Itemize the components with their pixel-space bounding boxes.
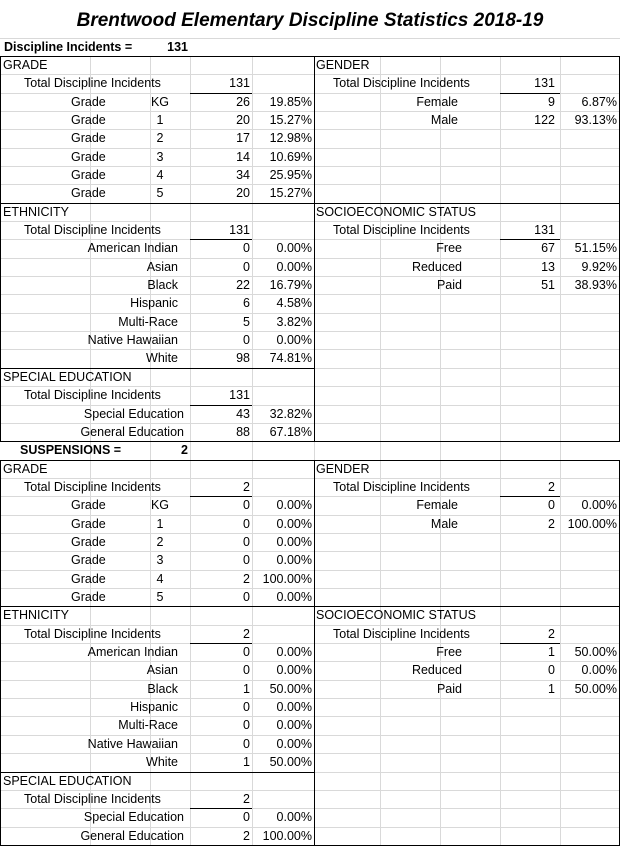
socioeconomic-row-percent: 9.92% (581, 259, 617, 274)
socioeconomic-heading: SOCIOECONOMIC STATUS (316, 204, 476, 219)
gridline-horizontal (0, 294, 620, 295)
special-education-row-label: General Education (80, 828, 184, 843)
special-education-total: 131 (229, 388, 250, 403)
ethnicity-row-percent: 74.81% (269, 351, 312, 366)
ethnicity-row-count: 6 (243, 296, 250, 311)
gridline-horizontal (0, 625, 620, 626)
ethnicity-row-count: 1 (243, 755, 250, 770)
gridline-horizontal (0, 716, 620, 717)
ethnicity-row-percent: 0.00% (276, 736, 312, 751)
socioeconomic-row-percent: 51.15% (574, 241, 617, 256)
page-title: Brentwood Elementary Discipline Statistics 2018-19 (76, 10, 544, 31)
special-education-row-label: Special Education (83, 810, 184, 825)
grade-row-percent: 15.27% (269, 186, 312, 201)
gridline-vertical (190, 56, 191, 845)
grade-row-percent: 0.00% (276, 553, 312, 568)
total-underline (500, 643, 560, 644)
section-border (0, 460, 620, 461)
ethnicity-row-count: 0 (243, 645, 250, 660)
gridline-horizontal (0, 331, 620, 332)
ethnicity-row-percent: 4.58% (276, 296, 312, 311)
grade-row-count: 20 (236, 186, 250, 201)
ethnicity-row-count: 5 (243, 314, 250, 329)
grade-row-label: Grade (71, 553, 106, 568)
section-border (0, 460, 1, 845)
grade-row-percent: 15.27% (269, 112, 312, 127)
gridline-horizontal (0, 551, 620, 552)
special-education-row-count: 43 (236, 406, 250, 421)
section-border (0, 441, 620, 442)
total-underline (190, 239, 252, 240)
grade-row-label: Grade (71, 167, 106, 182)
special-education-row-count: 0 (243, 810, 250, 825)
ethnicity-row-percent: 0.00% (276, 241, 312, 256)
grade-row-level: 1 (156, 112, 164, 127)
gridline-horizontal (0, 221, 620, 222)
ethnicity-row-count: 1 (243, 681, 250, 696)
socioeconomic-total: 131 (534, 223, 555, 237)
socioeconomic-total: 2 (548, 626, 555, 641)
gender-total: 2 (548, 479, 555, 494)
grade-row-count: 17 (236, 131, 250, 146)
ethnicity-row-percent: 3.82% (276, 314, 312, 329)
gridline-horizontal (0, 680, 620, 681)
grade-row-percent: 0.00% (276, 590, 312, 604)
section-border (0, 606, 620, 607)
grade-row-level: 4 (156, 571, 164, 586)
gender-row-count: 2 (548, 516, 555, 531)
total-underline (500, 239, 560, 240)
grade-row-count: 0 (243, 498, 250, 513)
gridline-horizontal (0, 74, 620, 75)
grade-row-percent: 100.00% (262, 571, 312, 586)
grade-row-level: 2 (156, 131, 164, 146)
grade-row-label: Grade (71, 590, 106, 604)
gender-total-label: Total Discipline Incidents (333, 76, 470, 91)
special-education-heading: SPECIAL EDUCATION (3, 773, 132, 788)
gridline-horizontal (0, 661, 620, 662)
gridline-horizontal (0, 588, 620, 589)
grade-row-label: Grade (71, 498, 106, 513)
ethnicity-row-label: Black (147, 278, 178, 293)
total-underline (190, 405, 252, 406)
gridline-horizontal (0, 533, 620, 534)
gridline-horizontal (0, 515, 620, 516)
total-underline (190, 643, 252, 644)
ethnicity-row-label: White (146, 755, 178, 770)
socioeconomic-row-percent: 50.00% (574, 681, 617, 696)
grade-row-count: 0 (243, 590, 250, 604)
ethnicity-row-label: Native Hawaiian (87, 333, 178, 348)
grade-row-label: Grade (71, 149, 106, 164)
gender-row-percent: 6.87% (581, 94, 617, 109)
special-education-total-label: Total Discipline Incidents (24, 791, 161, 806)
grade-row-percent: 0.00% (276, 498, 312, 513)
section-border (314, 56, 315, 441)
gridline-horizontal (0, 148, 620, 149)
gridline-horizontal (0, 735, 620, 736)
gender-row-percent: 0.00% (581, 498, 617, 513)
ethnicity-total: 2 (243, 626, 250, 641)
gender-row-count: 0 (548, 498, 555, 513)
grade-row-count: 2 (243, 571, 250, 586)
gridline-vertical (380, 56, 381, 845)
grade-row-level: KG (150, 498, 170, 513)
grade-row-level: 3 (156, 149, 164, 164)
section-border (314, 460, 315, 845)
section-border (0, 203, 620, 204)
ethnicity-row-count: 0 (243, 718, 250, 733)
special-education-row-percent: 67.18% (269, 424, 312, 439)
ethnicity-row-label: Asian (146, 259, 178, 274)
grade-row-label: Grade (71, 112, 106, 127)
gridline-horizontal (0, 405, 620, 406)
grade-row-count: 20 (236, 112, 250, 127)
section-border (0, 56, 1, 441)
socioeconomic-row-label: Paid (436, 681, 462, 696)
total-underline (190, 496, 252, 497)
ethnicity-row-percent: 0.00% (276, 663, 312, 678)
grade-row-percent: 0.00% (276, 516, 312, 531)
section-header-value: 2 (181, 443, 188, 458)
grade-row-percent: 0.00% (276, 534, 312, 549)
gridline-vertical (560, 56, 561, 845)
ethnicity-row-count: 0 (243, 700, 250, 715)
section-border (0, 368, 314, 369)
gridline-horizontal (0, 38, 620, 39)
socioeconomic-row-count: 1 (548, 645, 555, 660)
grade-row-count: 26 (236, 94, 250, 109)
grade-row-percent: 10.69% (269, 149, 312, 164)
section-border (0, 772, 314, 773)
ethnicity-row-percent: 0.00% (276, 718, 312, 733)
socioeconomic-row-label: Reduced (411, 259, 462, 274)
gender-row-label: Female (416, 94, 458, 109)
gender-row-label: Female (416, 498, 458, 513)
ethnicity-total: 131 (229, 223, 250, 237)
gender-heading: GENDER (316, 57, 370, 72)
gender-total-label: Total Discipline Incidents (333, 479, 470, 494)
ethnicity-row-percent: 0.00% (276, 259, 312, 274)
ethnicity-row-count: 22 (236, 278, 250, 293)
ethnicity-row-count: 98 (236, 351, 250, 366)
gridline-horizontal (0, 827, 620, 828)
grade-row-level: 5 (156, 590, 164, 604)
gridline-horizontal (0, 276, 620, 277)
ethnicity-row-percent: 0.00% (276, 645, 312, 660)
grade-row-level: 4 (156, 167, 164, 182)
grade-row-count: 34 (236, 167, 250, 182)
special-education-row-percent: 32.82% (269, 406, 312, 421)
ethnicity-row-label: Black (147, 681, 178, 696)
ethnicity-row-count: 0 (243, 663, 250, 678)
grade-total: 131 (229, 76, 250, 91)
ethnicity-row-percent: 16.79% (269, 278, 312, 293)
ethnicity-row-count: 0 (243, 333, 250, 348)
ethnicity-row-label: Native Hawaiian (87, 736, 178, 751)
ethnicity-row-percent: 50.00% (269, 681, 312, 696)
grade-row-percent: 19.85% (269, 94, 312, 109)
socioeconomic-row-percent: 38.93% (574, 278, 617, 293)
special-education-row-count: 2 (243, 828, 250, 843)
socioeconomic-total-label: Total Discipline Incidents (333, 223, 470, 237)
socioeconomic-row-count: 13 (541, 259, 555, 274)
gridline-horizontal (0, 698, 620, 699)
gender-row-percent: 93.13% (574, 112, 617, 127)
grade-row-label: Grade (71, 131, 106, 146)
gender-row-count: 9 (548, 94, 555, 109)
socioeconomic-row-percent: 0.00% (581, 663, 617, 678)
ethnicity-total-label: Total Discipline Incidents (24, 223, 161, 237)
gender-row-percent: 100.00% (567, 516, 617, 531)
grade-row-label: Grade (71, 534, 106, 549)
grade-row-percent: 12.98% (269, 131, 312, 146)
grade-heading: GRADE (3, 57, 48, 72)
gridline-horizontal (0, 570, 620, 571)
gridline-horizontal (0, 349, 620, 350)
socioeconomic-total-label: Total Discipline Incidents (333, 626, 470, 641)
gridline-horizontal (0, 184, 620, 185)
ethnicity-row-label: Multi-Race (118, 718, 178, 733)
special-education-heading: SPECIAL EDUCATION (3, 369, 132, 384)
socioeconomic-row-count: 67 (541, 241, 555, 256)
grade-row-count: 0 (243, 534, 250, 549)
total-underline (190, 808, 252, 809)
grade-heading: GRADE (3, 461, 48, 476)
ethnicity-row-count: 0 (243, 259, 250, 274)
grade-row-level: 2 (156, 534, 164, 549)
gridline-horizontal (0, 478, 620, 479)
grade-row-count: 0 (243, 553, 250, 568)
ethnicity-row-label: Hispanic (130, 296, 178, 311)
special-education-row-count: 88 (236, 424, 250, 439)
gridline-horizontal (0, 808, 620, 809)
section-header-value: 131 (167, 39, 188, 54)
grade-total-label: Total Discipline Incidents (24, 479, 161, 494)
grade-row-level: 1 (156, 516, 164, 531)
socioeconomic-heading: SOCIOECONOMIC STATUS (316, 608, 476, 623)
ethnicity-row-label: Hispanic (130, 700, 178, 715)
ethnicity-row-percent: 0.00% (276, 700, 312, 715)
gridline-horizontal (0, 753, 620, 754)
special-education-row-label: General Education (80, 424, 184, 439)
ethnicity-row-count: 0 (243, 241, 250, 256)
gender-heading: GENDER (316, 461, 370, 476)
socioeconomic-row-count: 51 (541, 278, 555, 293)
socioeconomic-row-count: 1 (548, 681, 555, 696)
grade-total-label: Total Discipline Incidents (24, 76, 161, 91)
total-underline (500, 496, 560, 497)
special-education-total: 2 (243, 791, 250, 806)
gridline-horizontal (0, 166, 620, 167)
total-underline (500, 93, 560, 94)
gridline-horizontal (0, 111, 620, 112)
grade-total: 2 (243, 479, 250, 494)
grade-row-level: 3 (156, 553, 164, 568)
grade-row-label: Grade (71, 516, 106, 531)
ethnicity-row-count: 0 (243, 736, 250, 751)
socioeconomic-row-label: Reduced (411, 663, 462, 678)
section-border (0, 845, 620, 846)
gender-row-count: 122 (534, 112, 555, 127)
gridline-horizontal (0, 423, 620, 424)
socioeconomic-row-label: Free (436, 241, 462, 256)
ethnicity-row-percent: 0.00% (276, 333, 312, 348)
socioeconomic-row-label: Free (436, 645, 462, 660)
special-education-row-percent: 100.00% (262, 828, 312, 843)
socioeconomic-row-count: 0 (548, 663, 555, 678)
ethnicity-row-percent: 50.00% (269, 755, 312, 770)
ethnicity-row-label: Multi-Race (118, 314, 178, 329)
gender-row-label: Male (430, 516, 458, 531)
gridline-horizontal (0, 129, 620, 130)
gridline-horizontal (0, 790, 620, 791)
grade-row-count: 0 (243, 516, 250, 531)
section-header-label: Discipline Incidents = (4, 39, 133, 54)
ethnicity-total-label: Total Discipline Incidents (24, 626, 161, 641)
ethnicity-row-label: American Indian (87, 645, 178, 660)
gridline-horizontal (0, 313, 620, 314)
grade-row-label: Grade (71, 571, 106, 586)
socioeconomic-row-label: Paid (436, 278, 462, 293)
grade-row-count: 14 (236, 149, 250, 164)
socioeconomic-row-percent: 50.00% (574, 645, 617, 660)
grade-row-label: Grade (71, 94, 106, 109)
gridline-horizontal (0, 386, 620, 387)
gender-row-label: Male (430, 112, 458, 127)
total-underline (190, 93, 252, 94)
ethnicity-row-label: American Indian (87, 241, 178, 256)
grade-row-level: KG (150, 94, 170, 109)
section-header-label: SUSPENSIONS = (20, 443, 122, 458)
special-education-row-label: Special Education (83, 406, 184, 421)
ethnicity-heading: ETHNICITY (3, 608, 69, 623)
grade-row-level: 5 (156, 186, 164, 201)
gender-total: 131 (534, 76, 555, 91)
section-border (0, 56, 620, 57)
gridline-vertical (440, 56, 441, 845)
gridline-vertical (500, 56, 501, 845)
grade-row-percent: 25.95% (269, 167, 312, 182)
ethnicity-heading: ETHNICITY (3, 204, 69, 219)
ethnicity-row-label: Asian (146, 663, 178, 678)
grade-row-label: Grade (71, 186, 106, 201)
special-education-row-percent: 0.00% (276, 810, 312, 825)
gridline-horizontal (0, 258, 620, 259)
ethnicity-row-label: White (146, 351, 178, 366)
special-education-total-label: Total Discipline Incidents (24, 388, 161, 403)
